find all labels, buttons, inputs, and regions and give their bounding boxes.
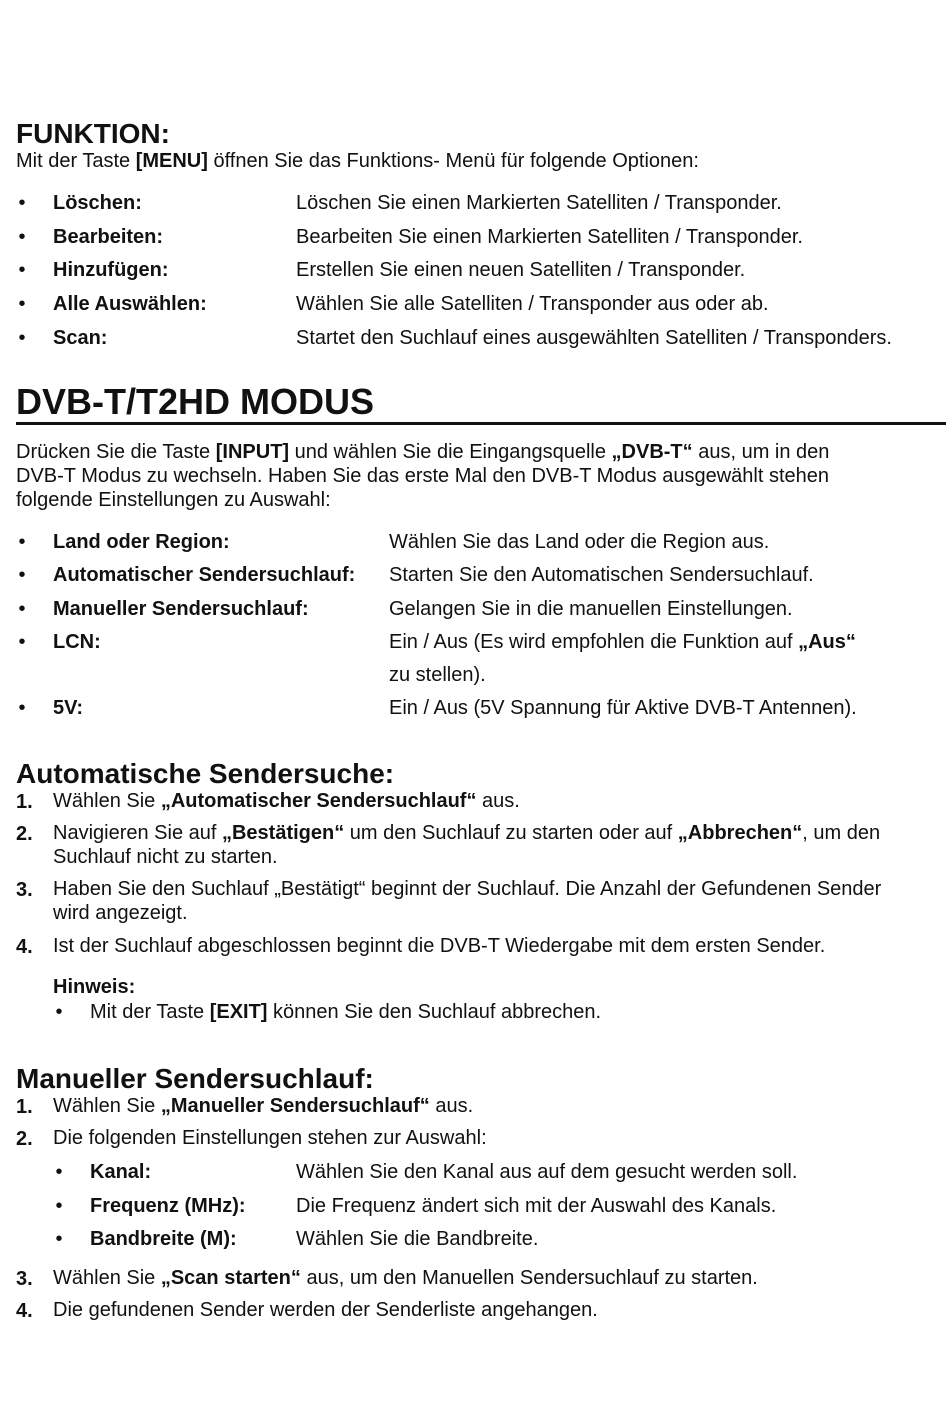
section-heading-manual: Manueller Sendersuchlauf:: [16, 1063, 374, 1094]
dvb-intro: Drücken Sie die Taste [INPUT] und wählen Sie die Eingangsquelle „DVB-T“ aus, um in den DVB-T Modus zu wechseln. Haben Sie das erste Mal den DVB-T Modus ausgewählt stehen folgende Einstellungen zu Auswahl:: [16, 441, 830, 511]
section-heading-auto: Automatische Sendersuche:: [16, 758, 395, 789]
section-heading-dvb: DVB-T/T2HD MODUS: [16, 382, 946, 425]
funktion-intro: Mit der Taste [MENU] öffnen Sie das Funktions- Menü für folgende Optionen:: [16, 150, 699, 172]
section-heading-funktion: FUNKTION:: [16, 118, 170, 149]
